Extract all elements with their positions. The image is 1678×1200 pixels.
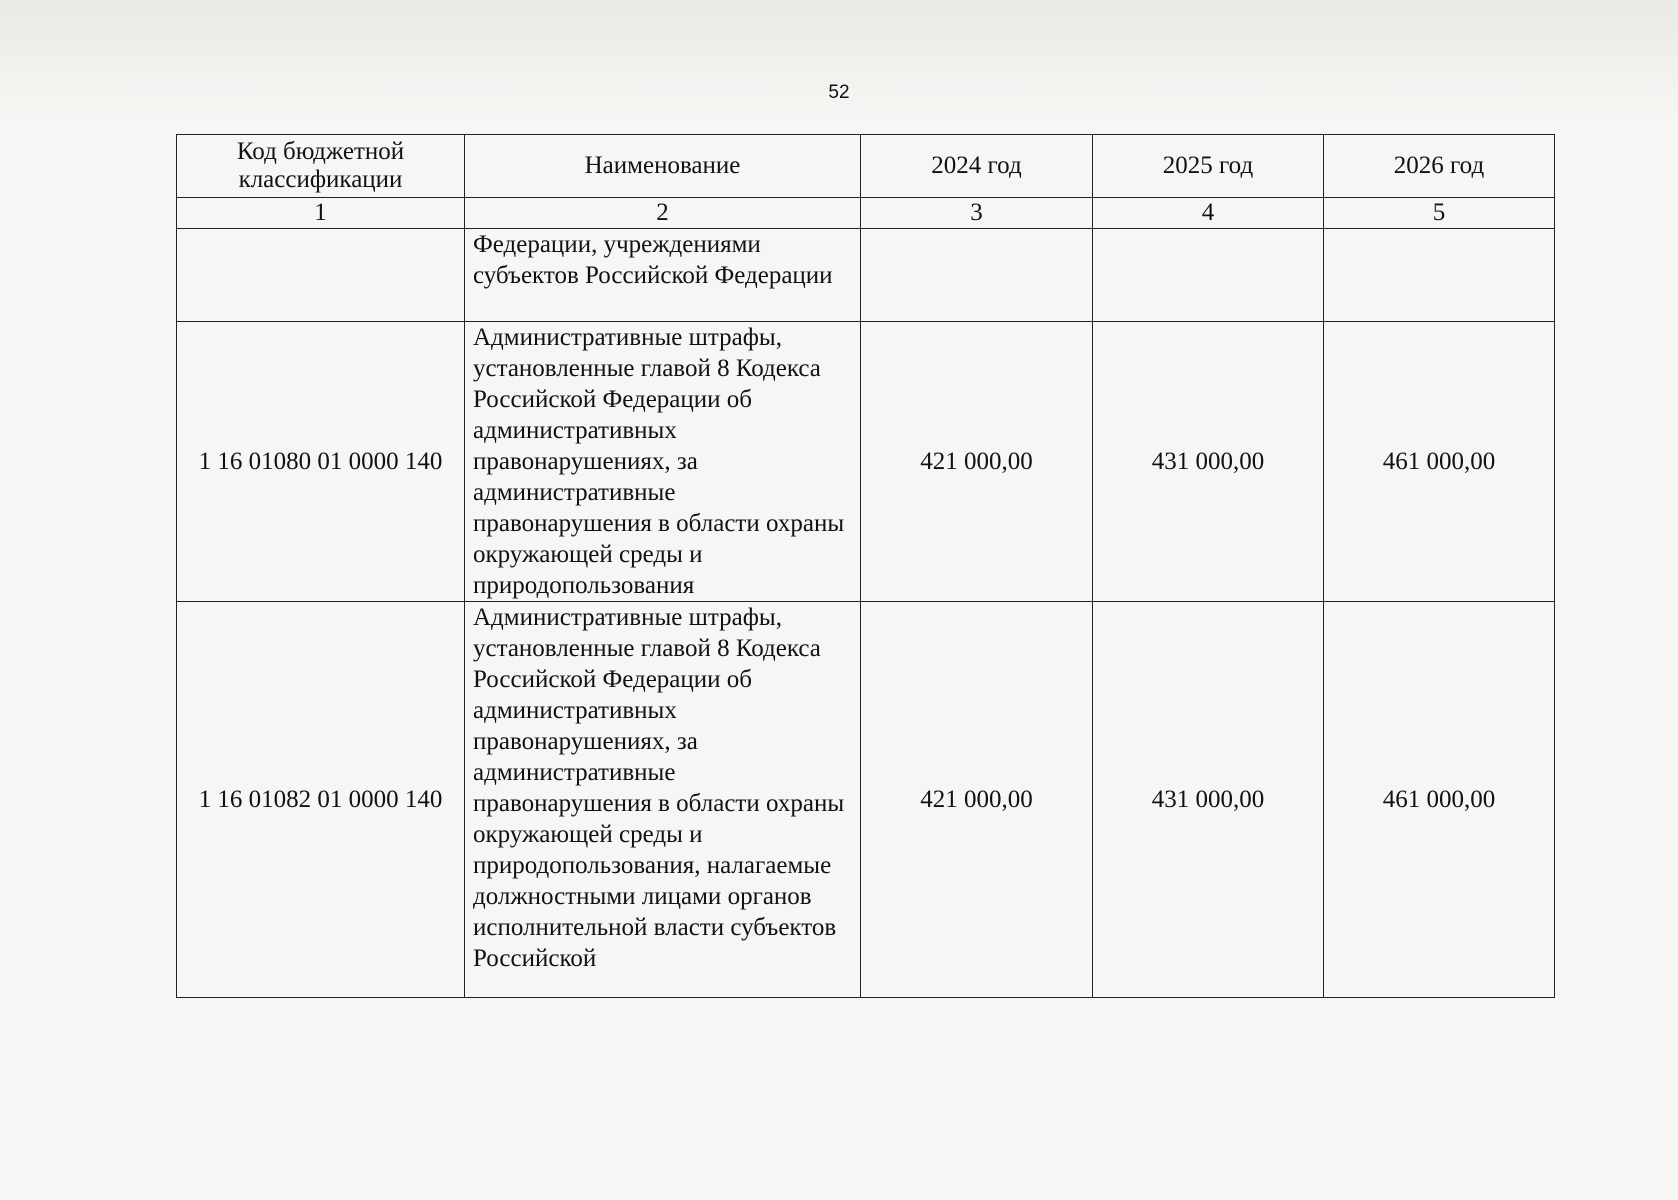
name-cell: Федерации, учреждениями субъектов Российской Федерации bbox=[465, 229, 861, 322]
header-2026: 2026 год bbox=[1324, 135, 1555, 198]
amount-2025-cell bbox=[1093, 229, 1324, 322]
header-row bbox=[177, 135, 1555, 198]
table-row bbox=[177, 322, 1555, 602]
header-name: Наименование bbox=[465, 135, 861, 198]
amount-2026-cell: 461 000,00 bbox=[1324, 322, 1555, 602]
column-number: 2 bbox=[465, 198, 861, 229]
code-cell: 1 16 01080 01 0000 140 bbox=[177, 322, 465, 602]
column-number: 3 bbox=[861, 198, 1093, 229]
table-row bbox=[177, 229, 1555, 322]
name-cell: Административные штрафы, установленные главой 8 Кодекса Российской Федерации об административных правонарушениях, за административные правонарушения в области охраны окружающей среды и природопользования, налагаемые должностными лицами органов исполнительной власти субъектов Российской bbox=[465, 602, 861, 998]
column-number-row bbox=[177, 198, 1555, 229]
amount-2025-cell: 431 000,00 bbox=[1093, 602, 1324, 998]
page-number: 52 bbox=[828, 82, 850, 103]
column-number: 5 bbox=[1324, 198, 1555, 229]
amount-2026-cell: 461 000,00 bbox=[1324, 602, 1555, 998]
header-code: Код бюджетной классификации bbox=[177, 135, 465, 198]
column-number: 4 bbox=[1093, 198, 1324, 229]
code-cell bbox=[177, 229, 465, 322]
name-cell: Административные штрафы, установленные главой 8 Кодекса Российской Федерации об административных правонарушениях, за административные правонарушения в области охраны окружающей среды и природопользования bbox=[465, 322, 861, 602]
header-2025: 2025 год bbox=[1093, 135, 1324, 198]
budget-table bbox=[176, 134, 1555, 998]
amount-2024-cell: 421 000,00 bbox=[861, 602, 1093, 998]
amount-2024-cell: 421 000,00 bbox=[861, 322, 1093, 602]
column-number: 1 bbox=[177, 198, 465, 229]
table-row bbox=[177, 602, 1555, 998]
amount-2024-cell bbox=[861, 229, 1093, 322]
amount-2026-cell bbox=[1324, 229, 1555, 322]
amount-2025-cell: 431 000,00 bbox=[1093, 322, 1324, 602]
code-cell: 1 16 01082 01 0000 140 bbox=[177, 602, 465, 998]
header-2024: 2024 год bbox=[861, 135, 1093, 198]
